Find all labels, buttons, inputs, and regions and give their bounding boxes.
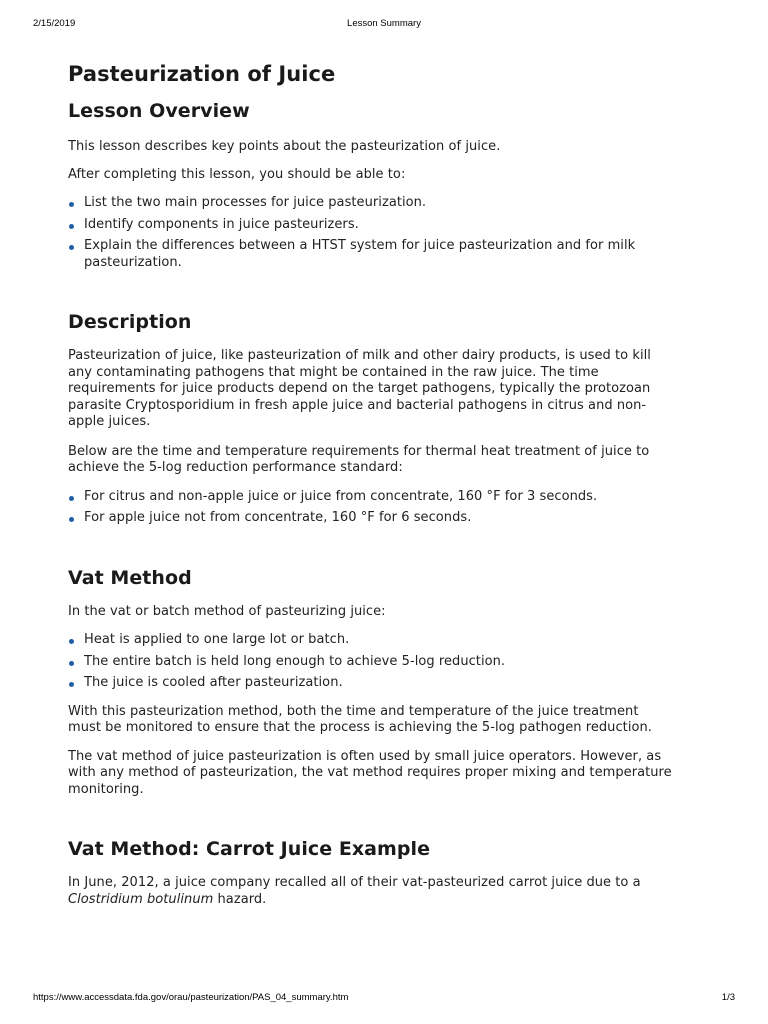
bullet-icon (69, 661, 74, 666)
description-section (68, 309, 674, 527)
description-heading: Description (68, 311, 192, 333)
vat-method-heading: Vat Method (68, 566, 192, 589)
vat-method-lead: In the vat or batch method of pasteurizing juice: (68, 603, 386, 619)
overview-section (68, 98, 674, 271)
carrot-example-section (68, 836, 674, 908)
bullet-icon (69, 245, 74, 250)
list-item: For apple juice not from concentrate, 160 °F for 6 seconds. (68, 510, 674, 527)
print-title: Lesson Summary (347, 18, 421, 29)
page-title: Pasteurization of Juice (68, 62, 336, 86)
bullet-icon (69, 682, 74, 687)
overview-intro: This lesson describes key points about the pasteurization of juice. (68, 139, 501, 154)
list-item: The entire batch is held long enough to achieve 5-log reduction. (68, 654, 674, 671)
list-item: The juice is cooled after pasteurization. (68, 675, 674, 692)
list-item: Heat is applied to one large lot or batch. (68, 632, 674, 649)
overview-heading: Lesson Overview (68, 100, 250, 122)
bullet-icon (69, 639, 74, 644)
list-item: List the two main processes for juice pasteurization. (68, 195, 674, 212)
objectives-list (68, 195, 674, 271)
carrot-example-paragraph: In June, 2012, a juice company recalled all of their vat-pasteurized carrot juice due to a Clostridium botulinum hazard. (68, 875, 641, 907)
list-item: Explain the differences between a HTST system for juice pasteurization and for milk pasteurization. (68, 238, 674, 271)
print-date: 2/15/2019 (33, 18, 76, 29)
description-paragraph: Below are the time and temperature requirements for thermal heat treatment of juice to achieve the 5-log reduction performance standard: (68, 443, 650, 475)
bullet-icon (69, 202, 74, 207)
print-header (33, 18, 735, 32)
list-item: Identify components in juice pasteurizers. (68, 217, 674, 234)
list-item: For citrus and non-apple juice or juice from concentrate, 160 °F for 3 seconds. (68, 489, 674, 506)
description-paragraph: Pasteurization of juice, like pasteurization of milk and other dairy products, is used to kill any contaminating pathogens that might be contained in the raw juice. The time requirements for juice products depend on the target pathogens, typically the protozoan parasite Cryptosporidium in fresh apple juice and bacterial pathogens in citrus and non-apple juices. (68, 348, 651, 429)
bullet-icon (69, 224, 74, 229)
vat-method-paragraph: The vat method of juice pasteurization is often used by small juice operators. However, as with any method of pasteurization, the vat method requires proper mixing and temperature monitoring. (68, 748, 672, 797)
requirements-list (68, 489, 674, 527)
vat-method-section (68, 565, 674, 799)
carrot-example-heading: Vat Method: Carrot Juice Example (68, 838, 431, 860)
page-number: 1/3 (721, 992, 735, 1003)
vat-method-paragraph: With this pasteurization method, both the time and temperature of the juice treatment must be monitored to ensure that the process is achieving the 5-log pathogen reduction. (68, 703, 652, 735)
page-url: https://www.accessdata.fda.gov/orau/pasteurization/PAS_04_summary.htm (33, 992, 349, 1003)
objectives-lead: After completing this lesson, you should be able to: (68, 166, 406, 182)
bullet-icon (69, 517, 74, 522)
vat-steps-list (68, 632, 674, 692)
lesson-content (68, 60, 674, 908)
bullet-icon (69, 496, 74, 501)
print-footer (33, 992, 735, 1006)
organism-name: Clostridium botulinum (68, 891, 214, 907)
